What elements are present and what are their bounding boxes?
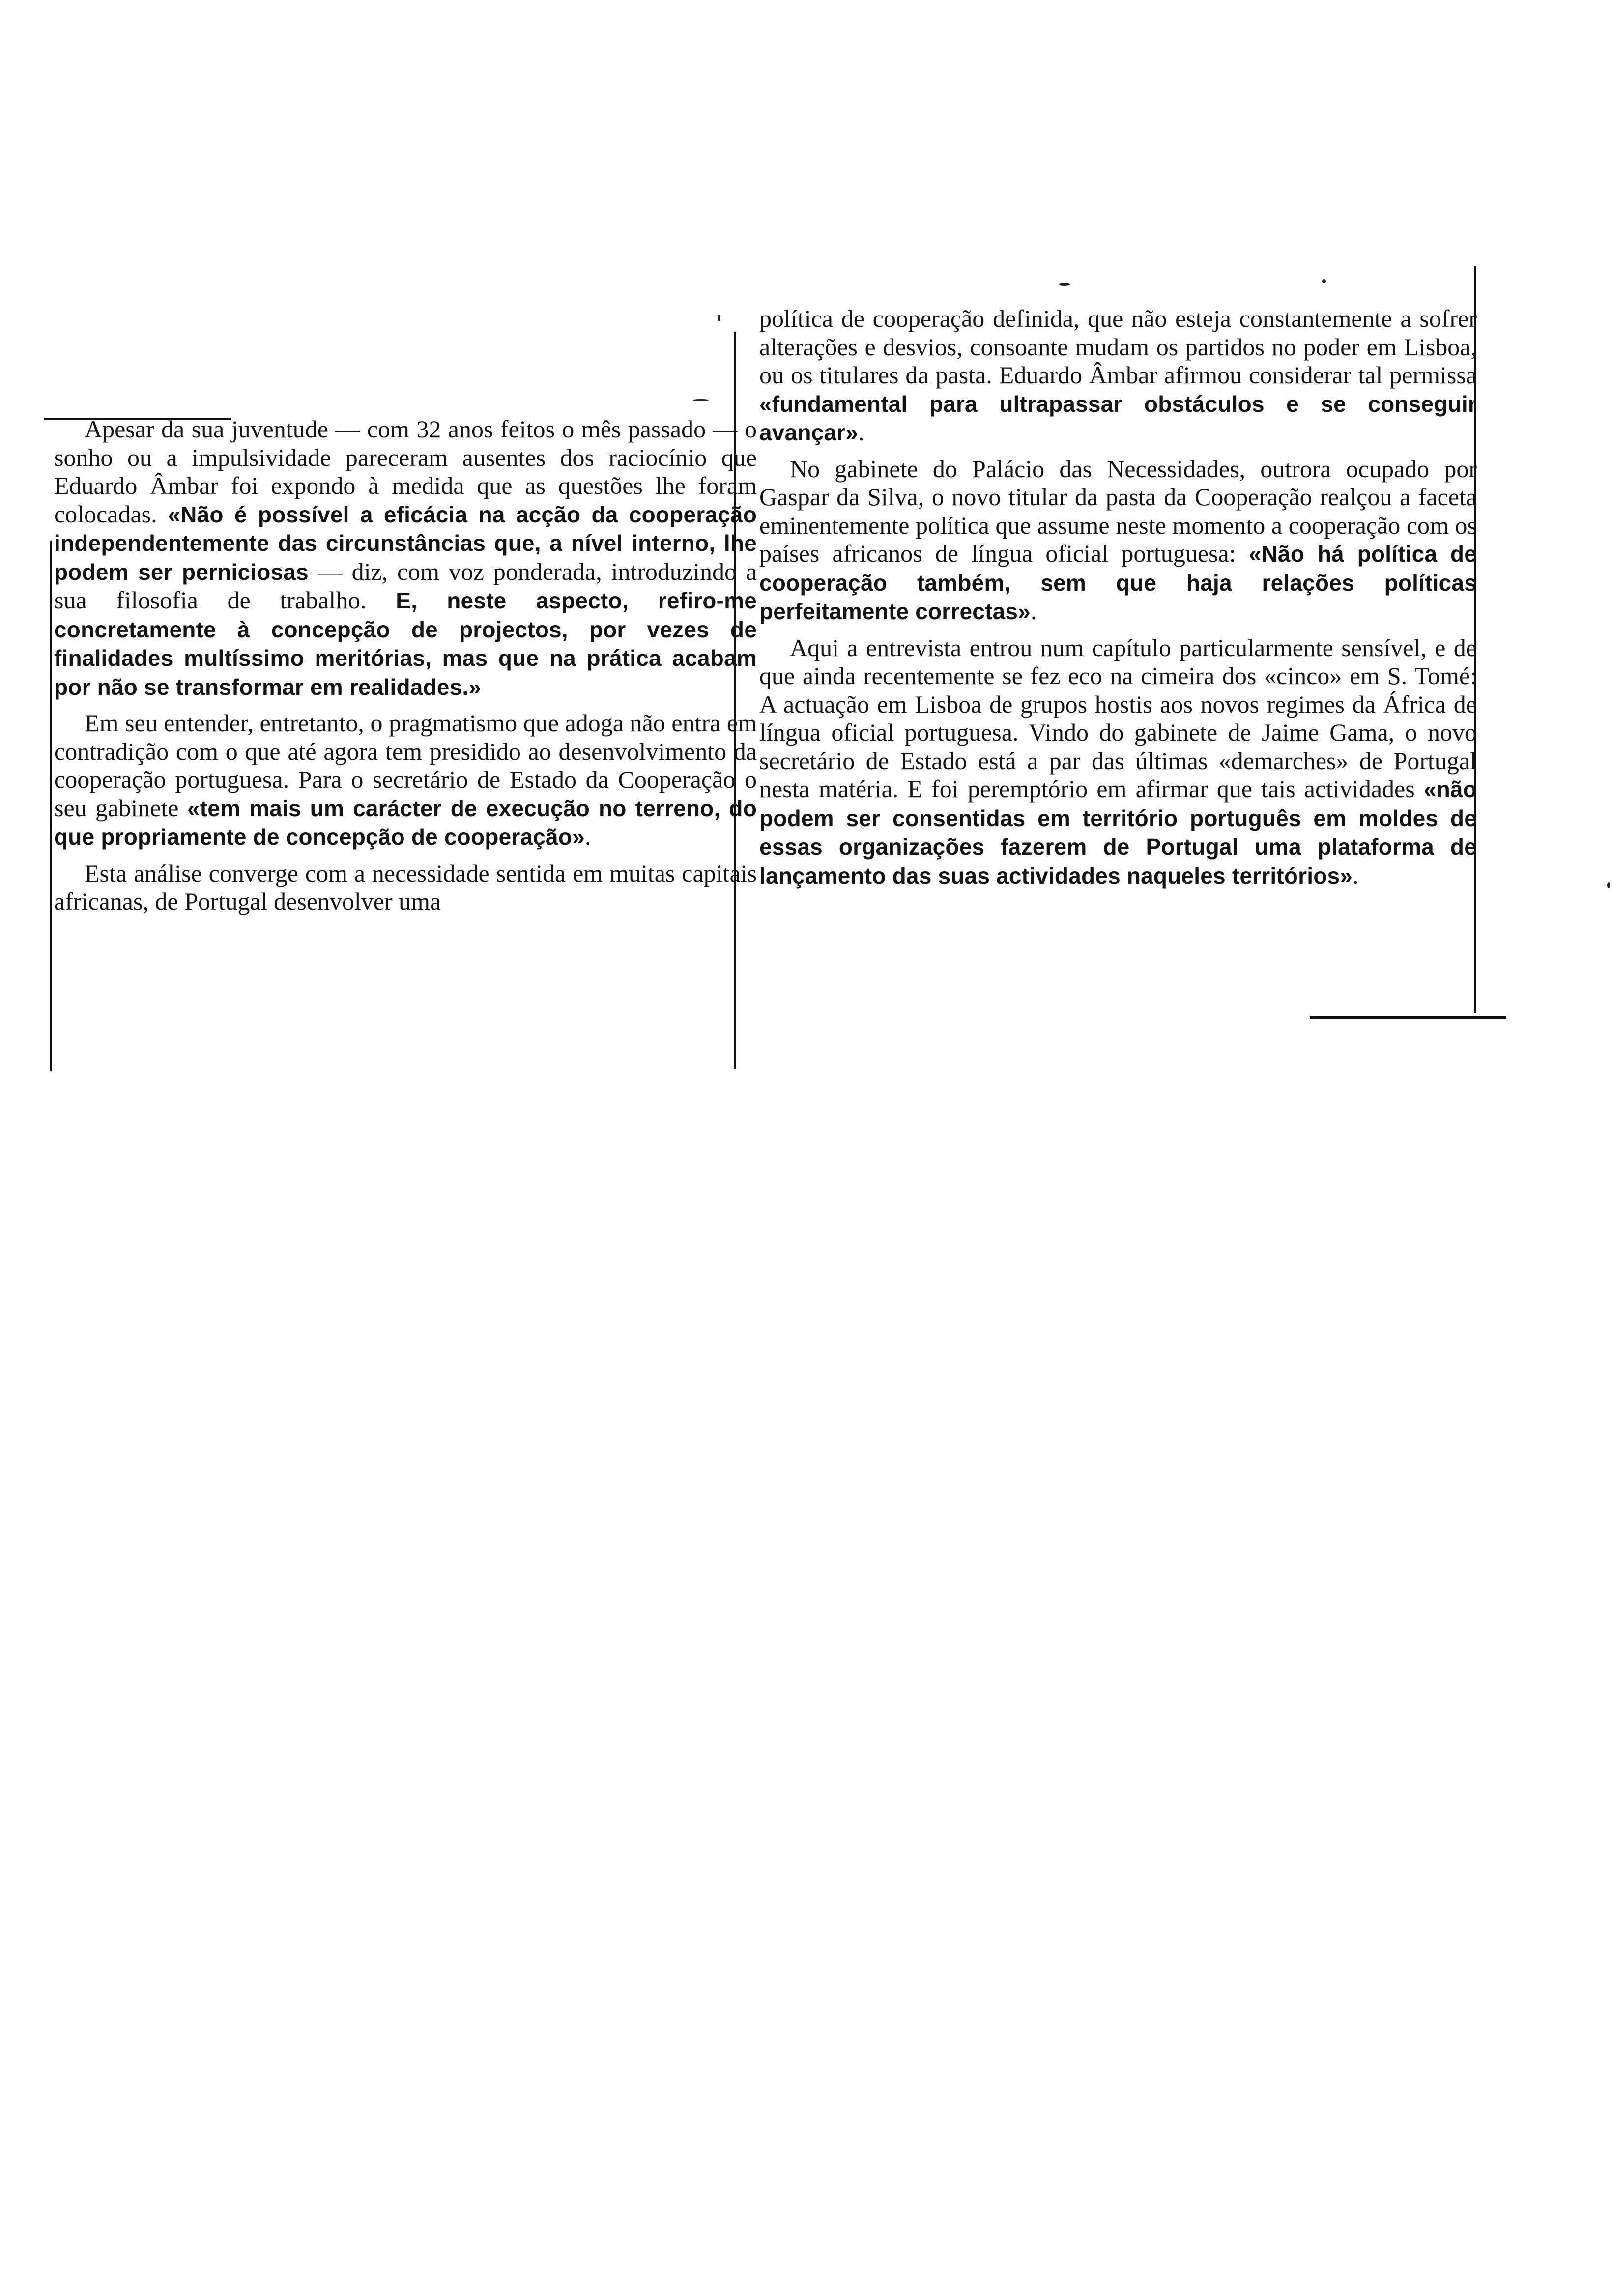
left-paragraph-1 <box>54 415 757 701</box>
right-p3-quote: «não podem ser consentidas em território português em moldes de essas organizações fazerem de Portugal uma plataforma de lançamento das suas actividades naqueles territórios» <box>759 776 1477 889</box>
left-p2-lead: Em seu entender, entretanto, o pragmatismo que adoga não entra em contradição com o que até agora tem presidido ao desenvolvimento da cooperação portuguesa. Para o secretário de Estado da Cooperação o seu gabinete <box>54 709 757 822</box>
left-paragraph-3 <box>54 860 757 916</box>
right-p3-lead: Aqui a entrevista entrou num capítulo particularmente sensível, e de que ainda recentemente se fez eco na cimeira dos «cinco» em S. Tomé: A actuação em Lisboa de grupos hostis aos novos regimes da África de língua oficial portuguesa. Vindo do gabinete de Jaime Gama, o novo secretário de Estado está a par das últimas «demarches» de Portugal nesta matéria. E foi peremptório em afirmar que tais actividades <box>759 633 1477 803</box>
right-paragraph-2 <box>759 455 1477 626</box>
left-margin-line <box>50 541 52 1071</box>
print-speck <box>1607 882 1610 888</box>
right-p2-tail: . <box>1030 597 1037 625</box>
left-p1-lead: Apesar da sua juventude — com 32 anos feitos o mês passado — o sonho ou a impulsividade pareceram ausentes dos raciocínio que Eduardo Âmbar foi expondo à medida que as questões lhe foram colocadas. <box>54 415 757 528</box>
left-p1-quote-2: E, neste aspecto, refiro-me concretamente à concepção de projectos, por vezes de finalidades multíssimo meritórias, mas que na prática acabam por não se transformar em realidades.» <box>54 588 757 700</box>
right-p2-quote: «Não há política de cooperação também, sem que haja relações políticas perfeitamente correctas» <box>759 541 1477 624</box>
right-p2-lead: No gabinete do Palácio das Necessidades, outrora ocupado por Gaspar da Silva, o novo titular da pasta da Cooperação realçou a faceta eminentemente política que assume neste momento a cooperação com os países africanos de língua oficial portuguesa: <box>759 455 1477 567</box>
article-left-column <box>54 415 757 916</box>
bottom-right-rule <box>1310 1016 1506 1019</box>
left-p3-text: Esta análise converge com a necessidade sentida em muitas capitais africanas, de Portugal desenvolver uma <box>54 859 757 915</box>
right-p1-quote: «fundamental para ultrapassar obstáculos e se conseguir avançar» <box>759 391 1477 445</box>
right-paragraph-1 <box>759 305 1477 447</box>
print-speck <box>693 399 709 401</box>
left-p2-tail: . <box>584 823 591 850</box>
newspaper-clipping <box>44 265 1489 1071</box>
left-p1-mid: — diz, com voz ponderada, introduzindo a sua filosofia de trabalho. <box>54 557 757 614</box>
right-p1-tail: . <box>858 418 864 446</box>
right-p3-tail: . <box>1353 861 1359 889</box>
left-p1-quote-1: «Não é possível a eficácia na acção da cooperação independentemente das circunstâncias que, a nível interno, lhe podem ser perniciosas <box>54 501 757 585</box>
right-paragraph-3 <box>759 634 1477 890</box>
print-speck <box>1059 283 1070 286</box>
article-right-column <box>759 305 1477 890</box>
right-p1-lead: política de cooperação definida, que não esteja constantemente a sofrer alterações e desvios, consoante mudam os partidos no poder em Lisboa, ou os titulares da pasta. Eduardo Âmbar afirmou considerar tal permissa <box>759 305 1477 389</box>
print-speck <box>718 315 720 321</box>
left-paragraph-2 <box>54 709 757 852</box>
print-speck <box>1322 279 1326 283</box>
left-p2-quote: «tem mais um carácter de execução no terreno, do que propriamente de concepção de cooperação» <box>54 795 757 850</box>
